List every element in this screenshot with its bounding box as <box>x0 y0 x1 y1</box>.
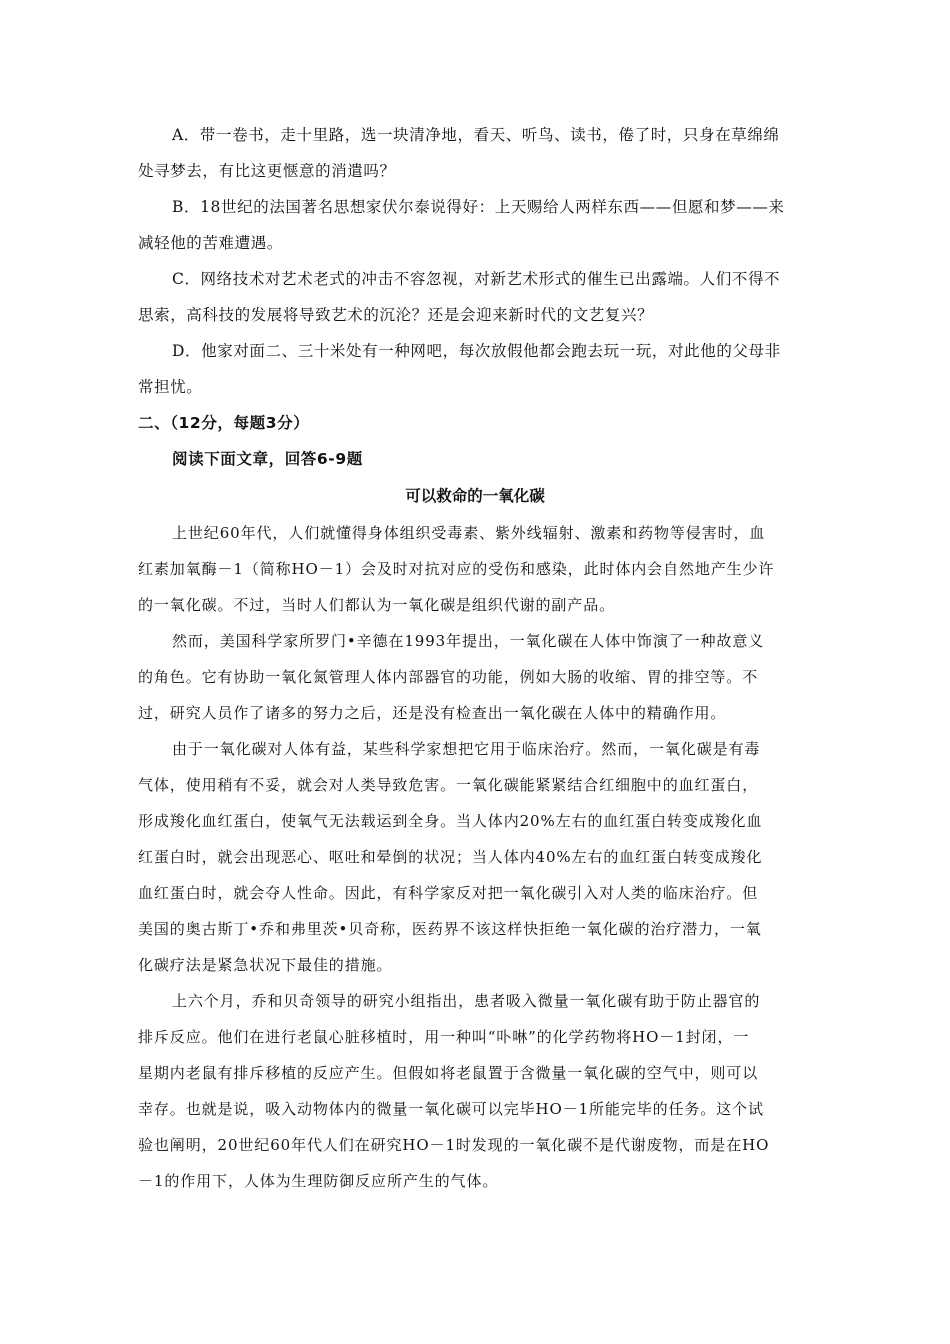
article-title: 可以救命的一氧化碳 <box>405 487 545 505</box>
paragraph-line: 排斥反应。他们在进行老鼠心脏移植时，用一种叫“卟啉”的化学药物将HO－1封闭，一 <box>138 1028 750 1046</box>
paragraph-line: 形成羧化血红蛋白，使氧气无法载运到全身。当人体内20%左右的血红蛋白转变成羧化血 <box>138 812 763 830</box>
paragraph-line: 上世纪60年代，人们就懂得身体组织受毒素、紫外线辐射、激素和药物等侵害时，血 <box>172 524 766 542</box>
option-c-line-2: 思索，高科技的发展将导致艺术的沉沦？还是会迎来新时代的文艺复兴？ <box>138 306 654 324</box>
paragraph-line: 由于一氧化碳对人体有益，某些科学家想把它用于临床治疗。然而，一氧化碳是有毒 <box>172 740 761 758</box>
paragraph-line: 上六个月，乔和贝奇领导的研究小组指出，患者吸入微量一氧化碳有助于防止器官的 <box>172 992 761 1010</box>
option-a-line-1: A．带一卷书，走十里路，选一块清净地，看天、听鸟、读书，倦了时，只身在草绵绵 <box>172 126 780 144</box>
paragraph-line: 红素加氧酶－1（简称HO－1）会及时对抗对应的受伤和感染，此时体内会自然地产生少许 <box>138 560 775 578</box>
option-a <box>138 117 812 189</box>
document-page <box>138 117 812 1199</box>
option-a-line-2: 处寻梦去，有比这更惬意的消遣吗？ <box>138 162 396 180</box>
paragraph-line: 验也阐明，20世纪60年代人们在研究HO－1时发现的一氧化碳不是代谢废物，而是在HO <box>138 1136 770 1154</box>
paragraph-2 <box>138 623 812 731</box>
paragraph-line: 的角色。它有协助一氧化氮管理人体内部器官的功能，例如大肠的收缩、胃的排空等。不 <box>138 668 759 686</box>
option-b-line-2: 减轻他的苦难遭遇。 <box>138 234 283 252</box>
section-instruction: 阅读下面文章，回答6-9题 <box>172 450 363 468</box>
paragraph-line: 美国的奥古斯丁•乔和弗里茨•贝奇称，医药界不该这样快拒绝一氧化碳的治疗潜力，一氧 <box>138 920 762 938</box>
paragraph-line: 然而，美国科学家所罗门•辛德在1993年提出，一氧化碳在人体中饰演了一种故意义 <box>172 632 765 650</box>
section-heading: 二、（12分，每题3分） <box>138 414 310 432</box>
article-body <box>138 515 812 1199</box>
paragraph-line: 过，研究人员作了诸多的努力之后，还是没有检查出一氧化碳在人体中的精确作用。 <box>138 704 727 722</box>
option-b <box>138 189 812 261</box>
option-c-line-1: C．网络技术对艺术老式的冲击不容忽视，对新艺术形式的催生已出露端。人们不得不 <box>172 270 781 288</box>
paragraph-3 <box>138 731 812 983</box>
option-c <box>138 261 812 333</box>
paragraph-line: －1的作用下，人体为生理防御反应所产生的气体。 <box>138 1172 499 1190</box>
paragraph-line: 血红蛋白时，就会夺人性命。因此，有科学家反对把一氧化碳引入对人类的临床治疗。但 <box>138 884 759 902</box>
paragraph-line: 幸存。也就是说，吸入动物体内的微量一氧化碳可以完毕HO－1所能完毕的任务。这个试 <box>138 1100 764 1118</box>
option-d-line-1: D．他家对面二、三十米处有一种网吧，每次放假他都会跑去玩一玩，对此他的父母非 <box>172 342 781 360</box>
option-b-line-1: B．18世纪的法国著名思想家伏尔泰说得好：上天赐给人两样东西——但愿和梦——来 <box>172 198 785 216</box>
paragraph-line: 化碳疗法是紧急状况下最佳的措施。 <box>138 956 393 974</box>
paragraph-line: 红蛋白时，就会出现恶心、呕吐和晕倒的状况；当人体内40%左右的血红蛋白转变成羧化 <box>138 848 763 866</box>
option-d <box>138 333 812 405</box>
paragraph-4 <box>138 983 812 1199</box>
paragraph-line: 星期内老鼠有排斥移植的反应产生。但假如将老鼠置于含微量一氧化碳的空气中，则可以 <box>138 1064 759 1082</box>
option-d-line-2: 常担忧。 <box>138 378 203 396</box>
paragraph-1 <box>138 515 812 623</box>
paragraph-line: 的一氧化碳。不过，当时人们都认为一氧化碳是组织代谢的副产品。 <box>138 596 616 614</box>
paragraph-line: 气体，使用稍有不妥，就会对人类导致危害。一氧化碳能紧紧结合红细胞中的血红蛋白， <box>138 776 759 794</box>
